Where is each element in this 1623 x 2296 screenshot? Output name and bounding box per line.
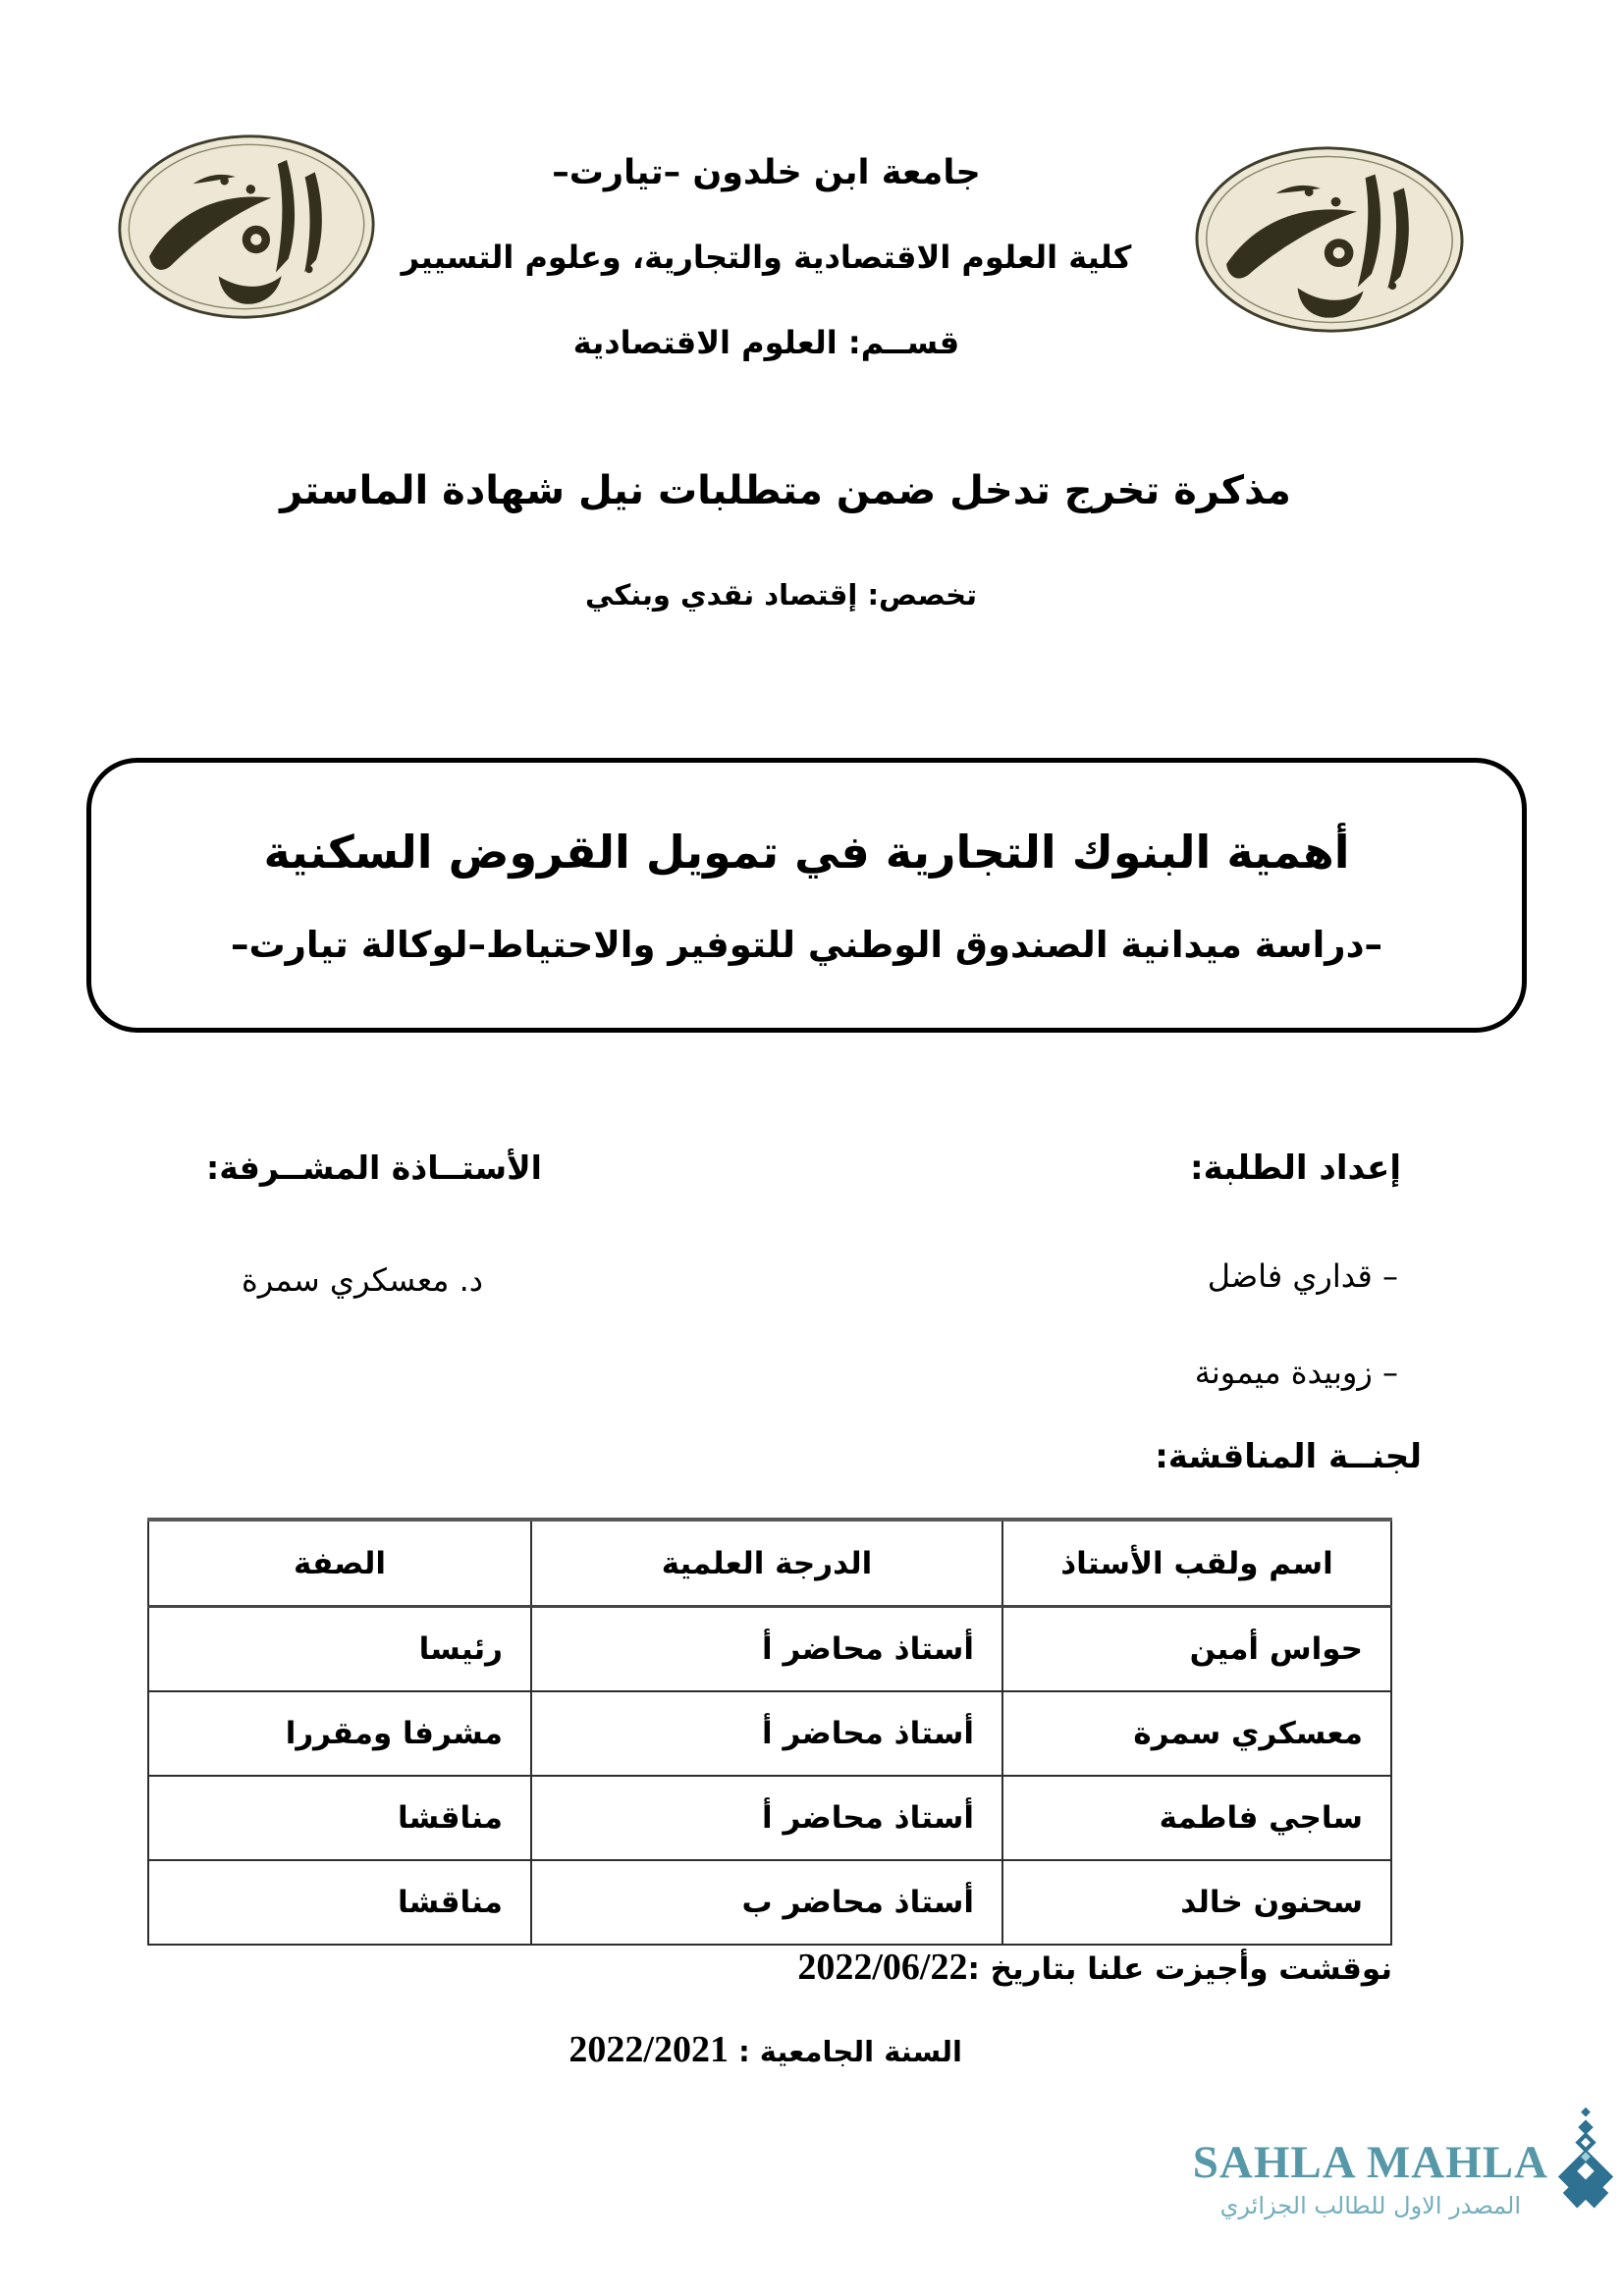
academic-year-line bbox=[568, 2028, 962, 2071]
supervisor-section-label: الأستــاذة المشــرفة: bbox=[206, 1148, 542, 1187]
role-cell: مناقشا bbox=[148, 1860, 531, 1945]
column-header-role: الصفة bbox=[148, 1520, 531, 1607]
student-name: – قداري فاضل bbox=[1207, 1257, 1398, 1295]
students-section-label: إعداد الطلبة: bbox=[1190, 1148, 1401, 1188]
specialty-line: تخصص: إقتصاد نقدي وبنكي bbox=[585, 578, 977, 612]
table-row bbox=[148, 1860, 1391, 1945]
defense-date-label: نوقشت وأجيزت علنا بتاريخ : bbox=[967, 1951, 1392, 1987]
degree-cell: أستاذ محاضر ب bbox=[531, 1860, 1002, 1945]
faculty-name: كلية العلوم الاقتصادية والتجارية، وعلوم التسيير bbox=[401, 239, 1132, 276]
table-row bbox=[148, 1607, 1391, 1692]
student-name: – زوبيدة ميمونة bbox=[1194, 1354, 1398, 1391]
degree-cell: أستاذ محاضر أ bbox=[531, 1691, 1002, 1776]
role-cell: رئيسا bbox=[148, 1607, 531, 1692]
degree-cell: أستاذ محاضر أ bbox=[531, 1776, 1002, 1860]
column-header-academic-degree: الدرجة العلمية bbox=[531, 1520, 1002, 1607]
degree-cell: أستاذ محاضر أ bbox=[531, 1607, 1002, 1692]
committee-table bbox=[147, 1518, 1392, 1946]
committee-section-label: لجنــة المناقشة: bbox=[1155, 1437, 1422, 1476]
professor-name-cell: ساجي فاطمة bbox=[1002, 1776, 1391, 1860]
professor-name-cell: سحنون خالد bbox=[1002, 1860, 1391, 1945]
sahla-mahla-logo bbox=[1193, 2107, 1617, 2219]
thesis-title-box bbox=[86, 758, 1527, 1033]
column-header-professor-name: اسم ولقب الأستاذ bbox=[1002, 1520, 1391, 1607]
role-cell: مشرفا ومقررا bbox=[148, 1691, 531, 1776]
sahla-mahla-text-block bbox=[1193, 2107, 1548, 2219]
defense-date-line bbox=[797, 1946, 1392, 1989]
department-name: قســم: العلوم الاقتصادية bbox=[572, 324, 960, 361]
sahla-mahla-tagline: المصدر الاول للطالب الجزائري bbox=[1219, 2192, 1521, 2219]
university-name: جامعة ابن خلدون –تيارت– bbox=[552, 153, 981, 192]
table-row bbox=[148, 1776, 1391, 1860]
professor-name-cell: معسكري سمرة bbox=[1002, 1691, 1391, 1776]
academic-year-value: 2022/2021 bbox=[568, 2029, 729, 2070]
table-row bbox=[148, 1691, 1391, 1776]
professor-name-cell: حواس أمين bbox=[1002, 1607, 1391, 1692]
thesis-type-line: مذكرة تخرج تدخل ضمن متطلبات نيل شهادة الماستر bbox=[280, 468, 1291, 513]
supervisor-name: د. معسكري سمرة bbox=[242, 1261, 483, 1299]
academic-year-label: السنة الجامعية : bbox=[728, 2035, 962, 2068]
committee-header-row bbox=[148, 1520, 1391, 1607]
thesis-subtitle: –دراسة ميدانية الصندوق الوطني للتوفير والاحتياط–لوكالة تيارت– bbox=[230, 923, 1383, 966]
defense-date-value: 2022/06/22 bbox=[797, 1947, 968, 1988]
role-cell: مناقشا bbox=[148, 1776, 531, 1860]
sahla-mahla-calligraphy-icon bbox=[1554, 2107, 1617, 2218]
thesis-title: أهمية البنوك التجارية في تمويل القروض السكنية bbox=[263, 825, 1350, 879]
sahla-mahla-mark-graphic bbox=[1554, 2107, 1617, 2218]
sahla-mahla-name: SAHLA MAHLA bbox=[1192, 2137, 1548, 2188]
